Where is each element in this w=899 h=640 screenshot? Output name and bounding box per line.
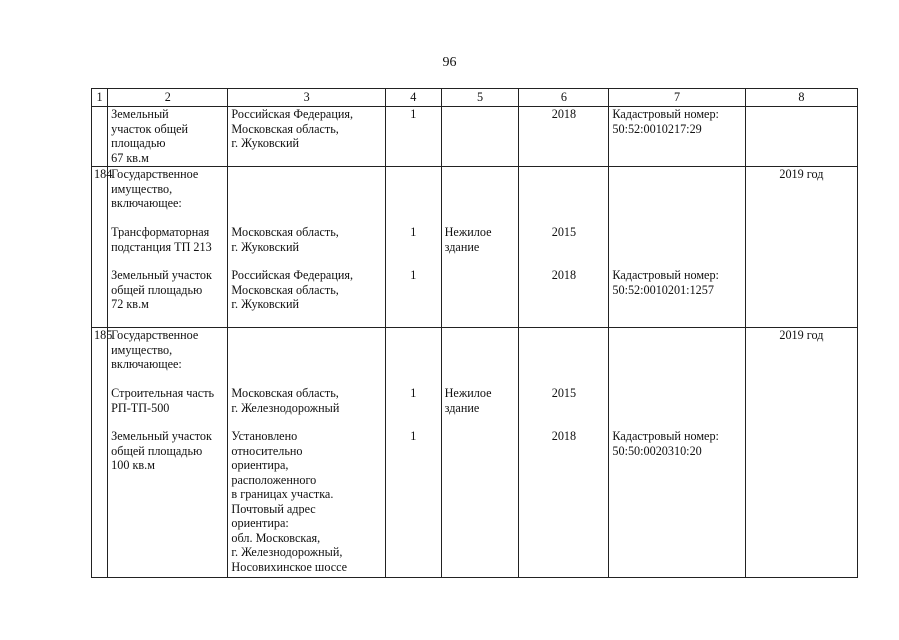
column-header: 5	[441, 89, 519, 107]
year-cell	[519, 167, 609, 328]
item-year: 2015	[551, 225, 577, 239]
group-title: Государственное имущество, включающее:	[111, 328, 199, 371]
item-quantity: 1	[410, 268, 417, 282]
item-name-cell	[108, 328, 228, 578]
item-quantity: 1	[410, 225, 417, 239]
quantity-cell: 1	[386, 107, 442, 167]
type-cell	[441, 107, 519, 167]
item-name: Земельный участок общей площадью 100 кв.м	[111, 429, 212, 472]
column-header: 4	[386, 89, 442, 107]
item-name: Трансформаторная подстанция ТП 213	[111, 225, 212, 254]
cadastral-cell	[609, 328, 745, 578]
item-address: Московская область, г. Железнодорожный	[231, 386, 340, 415]
item-address: Установлено относительно ориентира, расположенного в границах участка. Почтовый адрес ориентира: обл. Московская, г. Железнодорожный, Носовихинское шоссе	[231, 429, 348, 574]
type-cell	[441, 167, 519, 328]
item-name-cell: Земельный участок общей площадью 67 кв.м	[108, 107, 228, 167]
page-number: 96	[442, 55, 457, 70]
row-number-cell	[92, 107, 108, 167]
item-year: 2018	[551, 429, 577, 443]
table-row	[92, 167, 858, 328]
row-number-cell: 184	[92, 167, 108, 328]
address-cell	[228, 167, 386, 328]
row-number-cell: 185	[92, 328, 108, 578]
item-cadastral: Кадастровый номер: 50:52:0010201:1257	[612, 268, 719, 297]
item-address: Российская Федерация, Московская область, г. Жуковский	[231, 268, 354, 311]
address-cell: Российская Федерация, Московская область, г. Жуковский	[228, 107, 386, 167]
table-row	[92, 328, 858, 578]
address-cell	[228, 328, 386, 578]
item-type: Нежилое здание	[444, 386, 492, 415]
item-year: 2018	[551, 268, 577, 282]
item-quantity: 1	[410, 429, 417, 443]
quantity-cell	[386, 328, 442, 578]
item-cadastral: Кадастровый номер: 50:50:0020310:20	[612, 429, 719, 458]
column-header: 2	[108, 89, 228, 107]
item-name: Строительная часть РП-ТП-500	[111, 386, 215, 415]
table-row	[92, 107, 858, 167]
year-cell	[519, 328, 609, 578]
type-cell	[441, 328, 519, 578]
transfer-year-cell	[745, 107, 857, 167]
column-header: 3	[228, 89, 386, 107]
cadastral-cell	[609, 167, 745, 328]
group-title: Государственное имущество, включающее:	[111, 167, 199, 210]
year-cell: 2018	[519, 107, 609, 167]
table-header-row	[92, 89, 858, 107]
item-quantity: 1	[410, 386, 417, 400]
item-year: 2015	[551, 386, 577, 400]
column-header: 6	[519, 89, 609, 107]
cadastral-cell: Кадастровый номер: 50:52:0010217:29	[609, 107, 745, 167]
item-name: Земельный участок общей площадью 72 кв.м	[111, 268, 212, 311]
quantity-cell	[386, 167, 442, 328]
column-header: 7	[609, 89, 745, 107]
column-header: 8	[745, 89, 857, 107]
property-table	[91, 88, 858, 578]
column-header: 1	[92, 89, 108, 107]
item-address: Московская область, г. Жуковский	[231, 225, 339, 254]
item-name-cell	[108, 167, 228, 328]
item-type: Нежилое здание	[444, 225, 492, 254]
transfer-year-cell: 2019 год	[745, 328, 857, 578]
transfer-year-cell: 2019 год	[745, 167, 857, 328]
